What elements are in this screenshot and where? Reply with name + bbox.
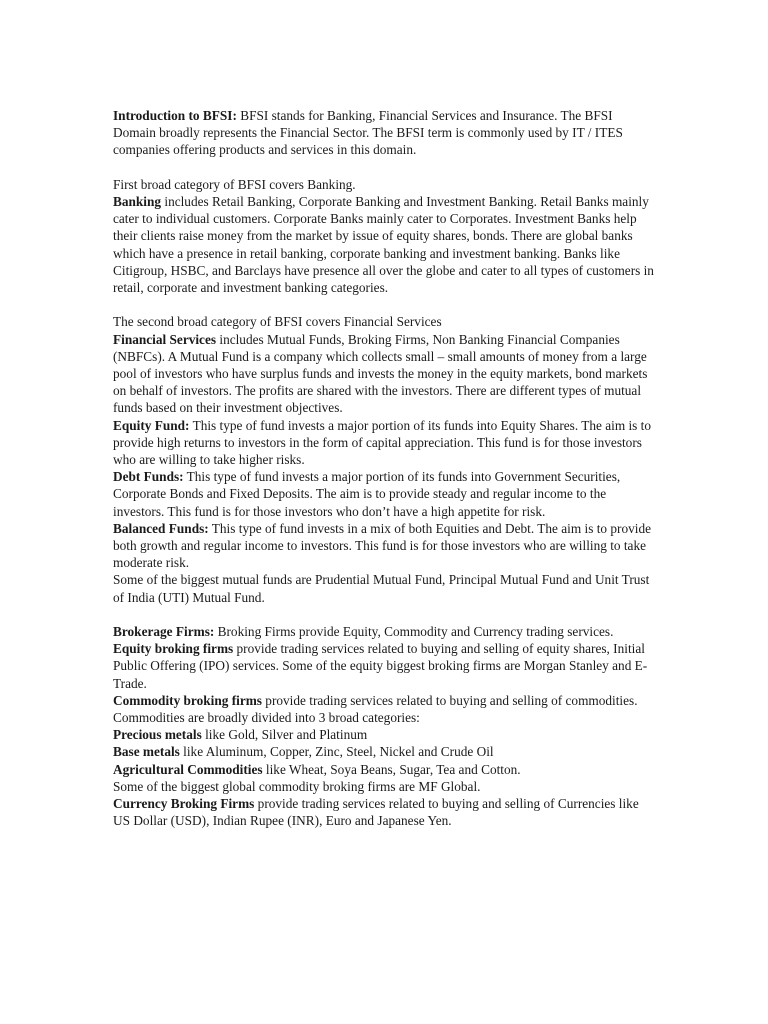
equity-broking-text: provide trading services related to buying and selling of equity shares, Initial Public Offering (IPO) services. Some of the equity biggest broking firms are Morgan Stanley and E-Trade. (113, 641, 648, 691)
equity-fund-text: This type of fund invests a major portion of its funds into Equity Shares. The aim is to provide high returns to investors in the form of capital appreciation. This fund is for those investors who are willing to take higher risks. (113, 417, 652, 468)
precious-metals-heading: Precious metals (113, 727, 202, 743)
blank-line (113, 159, 658, 176)
banking-text: includes Retail Banking, Corporate Banking and Investment Banking. Retail Banks mainly cater to individual customers. Corporate Banks mainly cater to Corporates. Investment Banks help their clients raise money from the market by issue of equity shares, bonds. There are global banks which have a presence in retail banking, corporate banking and investment banking. Banks like Citigroup, HSBC, and Barclays have presence all over the globe and cater to all types of customers in retail, corporate and investment banking categories. (113, 194, 654, 296)
agricultural-commodities-text: like Wheat, Soya Beans, Sugar, Tea and Cotton. (262, 761, 521, 777)
equity-fund-paragraph (113, 417, 658, 469)
equity-fund-heading: Equity Fund: (113, 417, 190, 433)
commodity-broking-paragraph (113, 692, 658, 726)
brokerage-text: Broking Firms provide Equity, Commodity and Currency trading services. (214, 624, 614, 640)
precious-metals-line (113, 726, 658, 743)
agricultural-commodities-heading: Agricultural Commodities (113, 761, 263, 777)
commodity-broking-text: provide trading services related to buying and selling of commodities. Commodities are broadly divided into 3 broad categories: (113, 692, 638, 726)
currency-broking-paragraph (113, 795, 658, 829)
banking-heading: Banking (113, 194, 162, 209)
balanced-funds-paragraph (113, 520, 658, 572)
debt-funds-heading: Debt Funds: (113, 469, 184, 485)
debt-funds-text: This type of fund invests a major portion of its funds into Government Securities, Corporate Bonds and Fixed Deposits. The aim is to provide steady and regular income to the investors. This fund is for those investors who don’t have a high appetite for risk. (113, 469, 621, 519)
currency-broking-text: provide trading services related to buying and selling of Currencies like US Dollar (USD), Indian Rupee (INR), Euro and Japanese Yen. (113, 796, 639, 829)
equity-broking-paragraph (113, 640, 658, 692)
currency-broking-heading: Currency Broking Firms (113, 796, 255, 812)
intro-text: BFSI stands for Banking, Financial Services and Insurance. The BFSI Domain broadly represents the Financial Sector. The BFSI term is commonly used by IT / ITES companies offering products and services in this domain. (113, 108, 623, 158)
balanced-funds-heading: Balanced Funds: (113, 520, 209, 536)
commodity-broking-heading: Commodity broking firms (113, 692, 262, 708)
intro-heading: Introduction to BFSI: (113, 108, 237, 123)
base-metals-text: like Aluminum, Copper, Zinc, Steel, Nickel and Crude Oil (179, 744, 494, 760)
brokerage-heading: Brokerage Firms: (113, 624, 215, 640)
biggest-commodity-firms: Some of the biggest global commodity broking firms are MF Global. (113, 778, 481, 794)
financial-services-paragraph (113, 331, 658, 417)
blank-line (113, 606, 658, 623)
debt-funds-paragraph (113, 468, 658, 520)
precious-metals-text: like Gold, Silver and Platinum (201, 727, 368, 743)
banking-lead: First broad category of BFSI covers Banking. (113, 176, 356, 192)
agricultural-commodities-line (113, 761, 658, 778)
base-metals-heading: Base metals (113, 744, 180, 760)
financial-services-heading: Financial Services (113, 331, 217, 347)
intro-paragraph (113, 107, 658, 159)
base-metals-line (113, 743, 658, 760)
equity-broking-heading: Equity broking firms (113, 641, 234, 657)
brokerage-paragraph (113, 623, 658, 640)
biggest-mutual-funds: Some of the biggest mutual funds are Prudential Mutual Fund, Principal Mutual Fund and Unit Trust of India (UTI) Mutual Fund. (113, 572, 650, 605)
banking-paragraph (113, 193, 658, 296)
blank-line (113, 296, 658, 313)
financial-services-lead: The second broad category of BFSI covers Financial Services (113, 314, 442, 330)
financial-services-text: includes Mutual Funds, Broking Firms, Non Banking Financial Companies (NBFCs). A Mutual Fund is a company which collects small – small amounts of money from a large pool of investors who have surplus funds and invests the money in the equity markets, bond markets on behalf of investors. The profits are shared with the investors. There are different types of mutual funds based on their investment objectives. (113, 331, 648, 416)
balanced-funds-text: This type of fund invests in a mix of both Equities and Debt. The aim is to provide both growth and regular income to investors. This fund is for those investors who are willing to take moderate risk. (113, 520, 652, 571)
